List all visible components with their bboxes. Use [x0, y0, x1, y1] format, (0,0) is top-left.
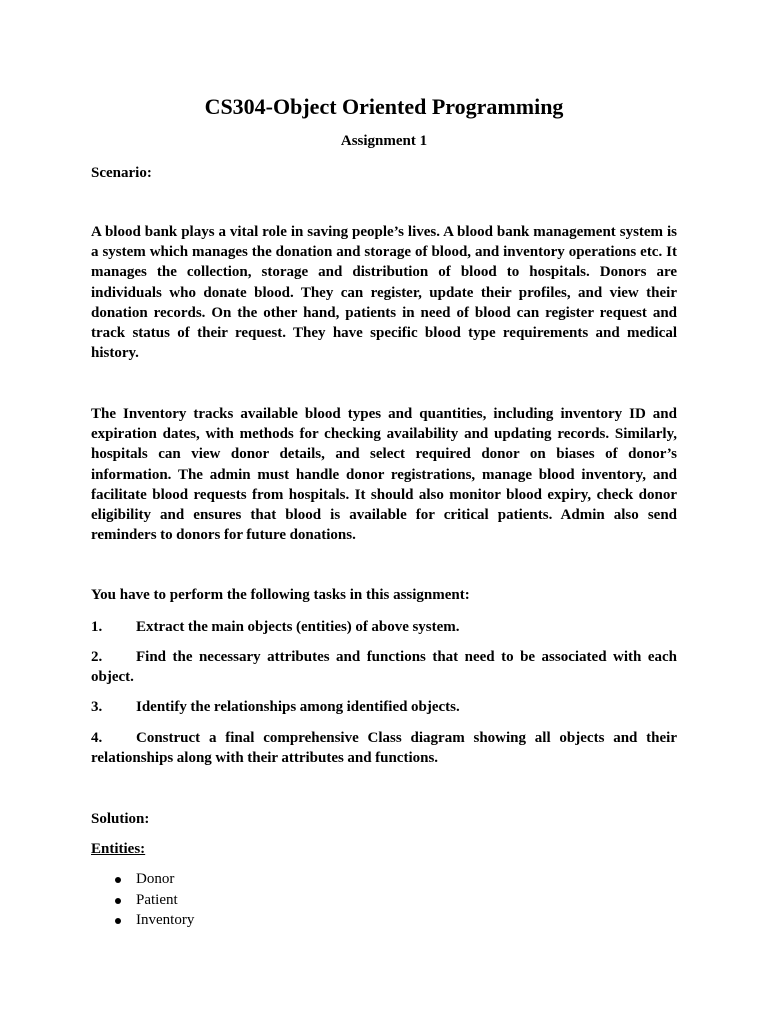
task-text: Extract the main objects (entities) of above system.	[136, 619, 460, 635]
entity-label: Patient	[136, 891, 178, 908]
task-text: Find the necessary attributes and functions that need to be associated with each object.	[91, 649, 677, 686]
entity-label: Donor	[136, 871, 175, 887]
scenario-paragraph-2: The Inventory tracks available blood types and quantities, including inventory ID and expiration dates, with methods for checking availability and updating records. Similarly, hospitals can view donor details, and select required donor on biases of donor’s information. The admin must handle donor registrations, manage blood inventory, and facilitate blood requests from hospitals. It should also monitor blood expiry, check donor eligibility and ensures that blood is available for critical patients. Admin also send reminders to donors for future donations.	[91, 406, 677, 544]
task-number: 2.	[91, 649, 103, 665]
task-item	[91, 647, 677, 687]
list-item	[91, 869, 194, 890]
task-text: Identify the relationships among identified objects.	[136, 699, 460, 715]
bullet-icon	[115, 918, 121, 924]
task-item	[91, 728, 677, 768]
list-item	[91, 890, 194, 911]
task-number: 4.	[91, 730, 103, 746]
entities-list	[91, 869, 194, 931]
entity-label: Inventory	[136, 912, 195, 928]
task-number: 3.	[91, 699, 103, 715]
task-text: Construct a final comprehensive Class diagram showing all objects and their relationships along with their attributes and functions.	[91, 730, 677, 767]
entities-heading: Entities:	[91, 841, 146, 857]
scenario-label: Scenario:	[91, 165, 152, 181]
tasks-intro: You have to perform the following tasks in this assignment:	[91, 587, 470, 603]
scenario-paragraph-1: A blood bank plays a vital role in saving people’s lives. A blood bank management system is a system which manages the donation and storage of blood, and inventory operations etc. It manages the collection, storage and distribution of blood to hospitals. Donors are individuals who donate blood. They can register, update their profiles, and view their donation records. On the other hand, patients in need of blood can register request and track status of their request. They have specific blood type requirements and medical history.	[91, 224, 677, 362]
bullet-icon	[115, 877, 121, 883]
task-number: 1.	[91, 619, 103, 635]
list-item	[91, 910, 194, 931]
document-subtitle: Assignment 1	[340, 133, 428, 149]
document-title: CS304-Object Oriented Programming	[204, 94, 564, 119]
task-item	[91, 697, 677, 717]
solution-label: Solution:	[91, 811, 150, 827]
bullet-icon	[115, 898, 121, 904]
task-item	[91, 617, 677, 637]
